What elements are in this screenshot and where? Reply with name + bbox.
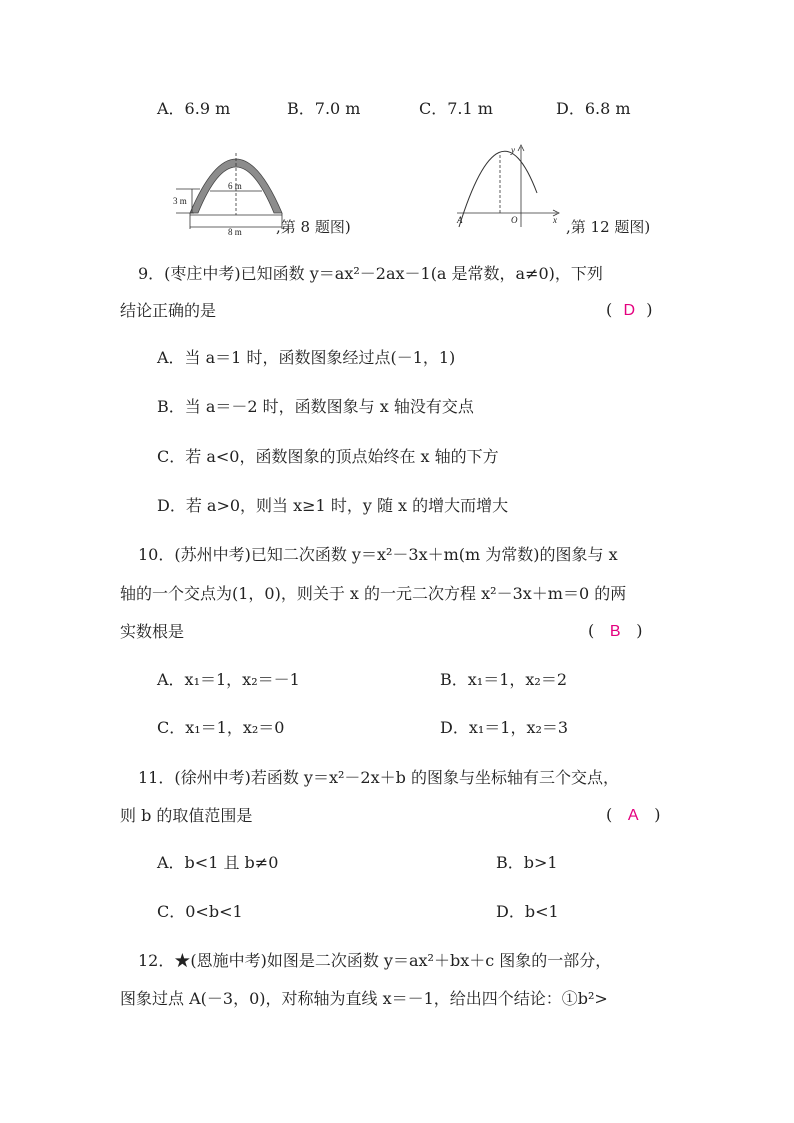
- figure-12-graph: [453, 143, 568, 231]
- q11-option-a: A．b<1 且 b≠0: [157, 853, 279, 872]
- paren-close: ): [654, 805, 661, 824]
- q8-option-a: A．6.9 m: [157, 99, 231, 118]
- q11-option-d: D．b<1: [496, 902, 559, 921]
- q9-option-b: B．当 a＝－2 时，函数图象与 x 轴没有交点: [157, 397, 474, 416]
- fig8-label-height: 3 m: [173, 196, 187, 206]
- q11-option-b: B．b>1: [496, 853, 558, 872]
- q10-stem-line3: 实数根是: [120, 622, 185, 641]
- paren-open: (: [606, 805, 613, 824]
- q10-stem-line2: 轴的一个交点为(1，0)，则关于 x 的一元二次方程 x²－3x＋m＝0 的两: [120, 584, 627, 603]
- fig12-label-x: x: [553, 215, 557, 225]
- q11-answer: A: [627, 807, 639, 824]
- q11-answer-bracket: [606, 805, 661, 825]
- q10-option-a: A．x₁＝1，x₂＝－1: [157, 670, 300, 689]
- q9-answer: D: [623, 302, 636, 319]
- fig12-caption: ,第 12 题图): [566, 218, 651, 236]
- q9-option-d: D．若 a>0，则当 x≥1 时，y 随 x 的增大而增大: [157, 496, 509, 515]
- fig12-label-o: O: [511, 215, 518, 225]
- fig12-label-y: y: [511, 145, 515, 155]
- q9-stem-line2: 结论正确的是: [120, 301, 217, 320]
- q9-option-a: A．当 a＝1 时，函数图象经过点(－1，1): [157, 348, 456, 367]
- q8-option-d: D．6.8 m: [556, 99, 631, 118]
- q11-stem-line2: 则 b 的取值范围是: [120, 806, 253, 825]
- paren-close: ): [636, 621, 643, 640]
- fig8-label-inner: 6 m: [228, 181, 242, 191]
- q10-option-b: B．x₁＝1，x₂＝2: [440, 670, 567, 689]
- q9-answer-bracket: [606, 300, 653, 320]
- q10-stem-line1: 10．(苏州中考)已知二次函数 y＝x²－3x＋m(m 为常数)的图象与 x: [138, 545, 618, 564]
- paren-open: (: [588, 621, 595, 640]
- paren-open: (: [606, 300, 613, 319]
- q8-option-b: B．7.0 m: [287, 99, 361, 118]
- q10-answer: B: [609, 623, 621, 640]
- parabola-curve: [459, 151, 537, 227]
- fig12-label-a: A: [457, 215, 463, 225]
- q11-stem-line1: 11．(徐州中考)若函数 y＝x²－2x＋b 的图象与坐标轴有三个交点，: [138, 768, 619, 787]
- q8-option-c: C．7.1 m: [419, 99, 493, 118]
- q10-option-d: D．x₁＝1，x₂＝3: [440, 718, 569, 737]
- q12-stem-line1: 12．★(恩施中考)如图是二次函数 y＝ax²＋bx＋c 图象的一部分，: [138, 951, 612, 970]
- paren-close: ): [646, 300, 653, 319]
- q9-stem-line1: 9．(枣庄中考)已知函数 y＝ax²－2ax－1(a 是常数，a≠0)，下列: [138, 264, 603, 283]
- q9-option-c: C．若 a<0，函数图象的顶点始终在 x 轴的下方: [157, 447, 499, 466]
- q12-stem-line2: 图象过点 A(－3，0)，对称轴为直线 x＝－1，给出四个结论：①b²>: [120, 989, 608, 1008]
- q11-option-c: C．0<b<1: [157, 902, 243, 921]
- fig8-caption: ,第 8 题图): [276, 218, 351, 236]
- q10-option-c: C．x₁＝1，x₂＝0: [157, 718, 285, 737]
- fig8-label-base: 8 m: [228, 227, 242, 237]
- figure-8-arch: [170, 143, 290, 239]
- q10-answer-bracket: [588, 621, 643, 641]
